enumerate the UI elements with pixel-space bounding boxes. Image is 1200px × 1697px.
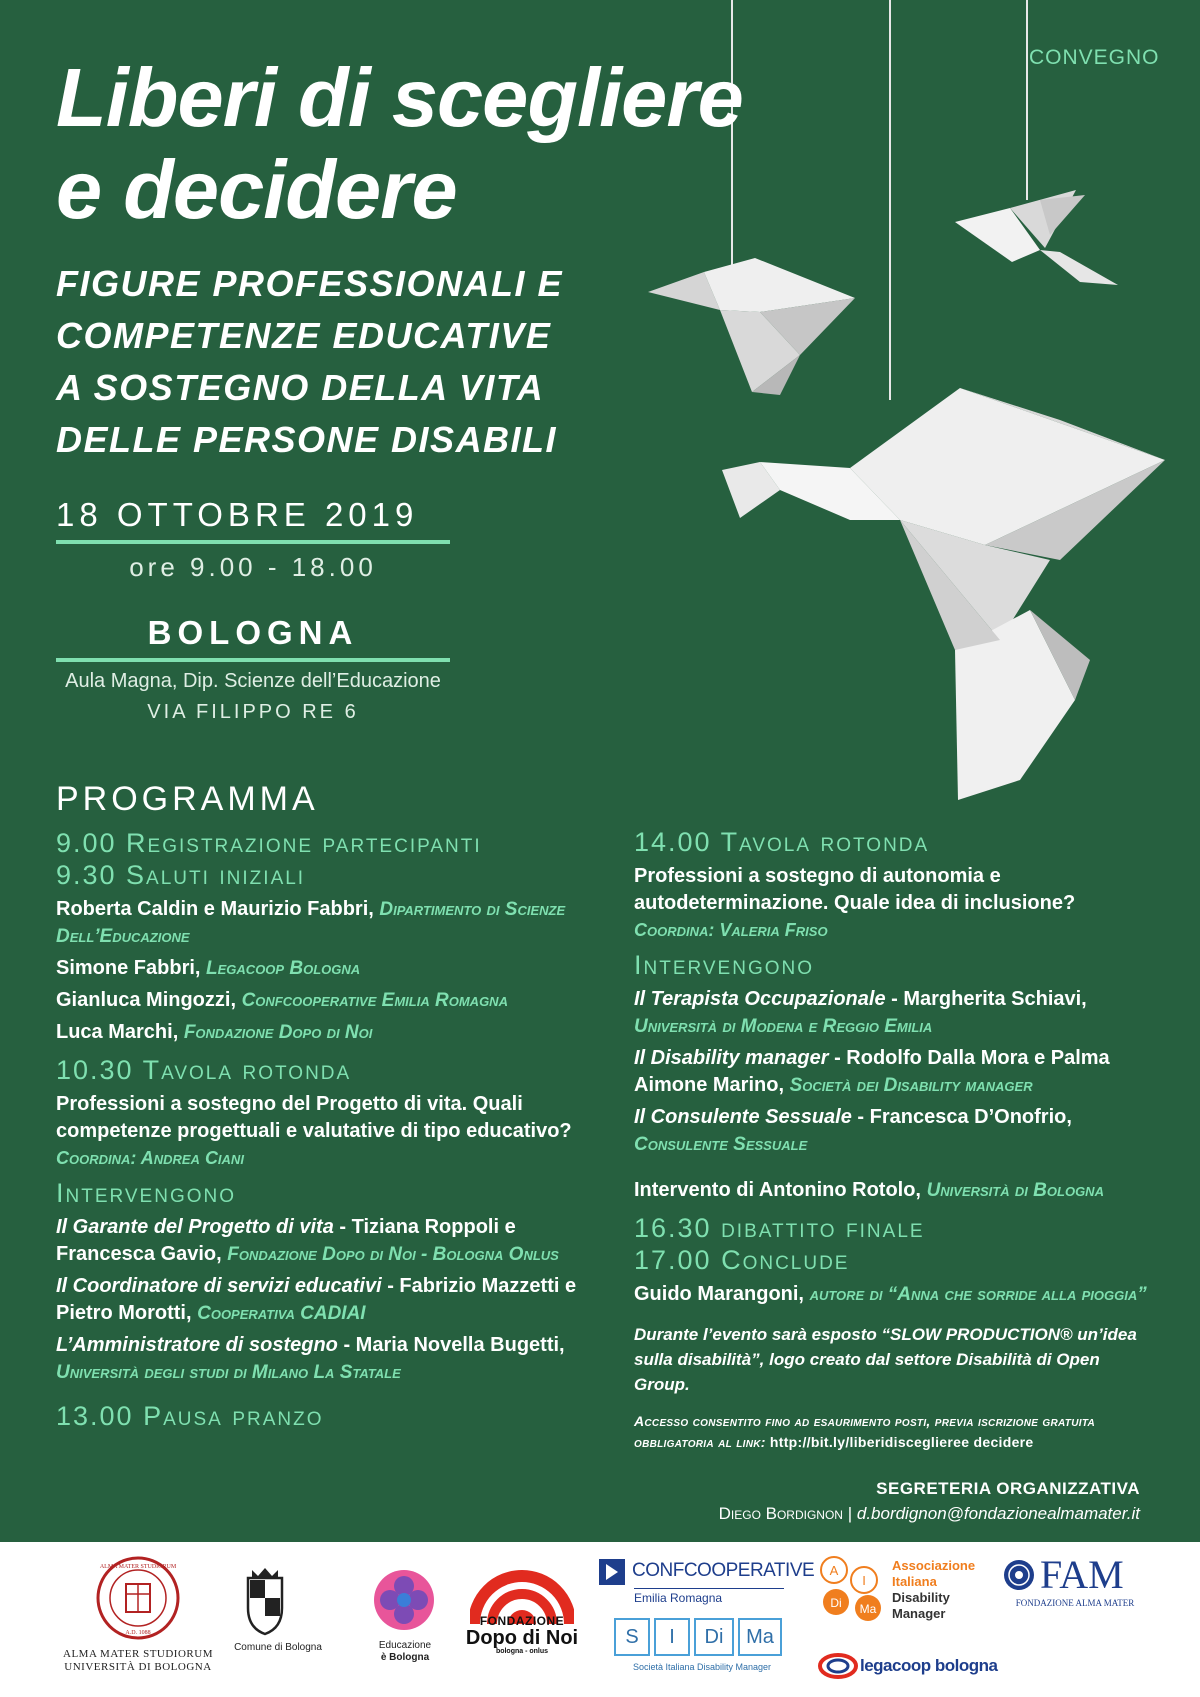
sidima-letter: Ma bbox=[738, 1618, 782, 1656]
program-slot: 17.00 Conclude bbox=[634, 1245, 850, 1275]
event-venue: Aula Magna, Dip. Scienze dell’Educazione bbox=[65, 670, 441, 692]
title-line: Liberi di scegliere bbox=[56, 51, 743, 144]
speaker-role: Il Garante del Progetto di vita bbox=[56, 1216, 334, 1238]
sidima-logo bbox=[614, 1618, 794, 1688]
confcooperative-name: CONFCOOPERATIVE bbox=[632, 1560, 815, 1581]
secretariat-contact bbox=[719, 1504, 1140, 1524]
speaker-names: Gianluca Mingozzi, bbox=[56, 989, 237, 1011]
educazione-caption bbox=[360, 1640, 450, 1664]
speaker-names: Intervento di Antonino Rotolo, bbox=[634, 1179, 921, 1201]
event-title bbox=[56, 52, 816, 236]
aidima-line: Disability bbox=[892, 1590, 950, 1605]
speaker-names: - Tiziana Roppoli e Francesca Gavio, bbox=[56, 1216, 516, 1265]
fam-seal-icon bbox=[1002, 1558, 1036, 1592]
speaker-entry bbox=[634, 1104, 1154, 1158]
partner-logos bbox=[0, 1542, 1200, 1697]
speaker-entry bbox=[56, 1273, 616, 1327]
aidima-line: Associazione bbox=[892, 1558, 976, 1573]
speaker-entry bbox=[634, 1281, 1154, 1308]
aidima-text bbox=[892, 1558, 975, 1622]
unibo-seal-logo bbox=[96, 1556, 180, 1640]
legacoop-logo bbox=[818, 1652, 1018, 1682]
fam-caption: FONDAZIONE ALMA MATER bbox=[1015, 1598, 1135, 1608]
sidima-letter: Di bbox=[694, 1618, 734, 1656]
aidima-line: Italiana bbox=[892, 1574, 937, 1589]
program-slot: 14.00 Tavola rotonda bbox=[634, 827, 930, 857]
speaker-organization: Università degli studi di Milano La Statale bbox=[56, 1362, 401, 1383]
program-slot: 9.30 Saluti iniziali bbox=[56, 860, 306, 890]
speaker-organization: Università di Bologna bbox=[926, 1180, 1104, 1201]
comune-caption: Comune di Bologna bbox=[234, 1642, 322, 1653]
round-table-topic: Professioni a sostegno del Progetto di vita. Quali competenze progettuali e valutative di tipo educativo? bbox=[56, 1093, 572, 1142]
comune-bologna-crest bbox=[240, 1566, 290, 1636]
speaker-organization: Cooperativa CADIAI bbox=[197, 1303, 366, 1324]
unibo-line: UNIVERSITÀ DI BOLOGNA bbox=[64, 1661, 212, 1673]
aidima-line: Manager bbox=[892, 1606, 946, 1621]
speaker-names: Roberta Caldin e Maurizio Fabbri, bbox=[56, 898, 374, 920]
speaker-entry bbox=[56, 987, 616, 1014]
speaker-organization: Fondazione Dopo di Noi bbox=[183, 1022, 373, 1043]
registration-link[interactable]: http://bit.ly/liberidisceglieree decidere bbox=[769, 1434, 1034, 1450]
event-type-tag: CONVEGNO bbox=[1029, 46, 1160, 69]
subtitle-line: FIGURE PROFESSIONALI E bbox=[56, 263, 564, 304]
speaker-entry bbox=[56, 1214, 616, 1268]
event-date: 18 OTTOBRE 2019 bbox=[56, 496, 450, 544]
secretariat-name: Diego Bordignon bbox=[718, 1504, 843, 1523]
program-slot: 13.00 Pausa pranzo bbox=[56, 1401, 324, 1431]
speaker-entry bbox=[56, 955, 616, 982]
event-address: VIA FILIPPO RE 6 bbox=[147, 701, 359, 723]
fdn-line: Dopo di Noi bbox=[465, 1627, 579, 1649]
edu-line: è Bologna bbox=[380, 1652, 430, 1663]
origami-bird-small bbox=[955, 190, 1118, 285]
access-text: Accesso consentito fino ad esaurimento posti, previa iscrizione gratuita obbligatoria al link: bbox=[634, 1413, 1096, 1450]
speaker-names: - Francesca D’Onofrio, bbox=[851, 1106, 1072, 1128]
educazione-bologna-logo bbox=[370, 1566, 438, 1634]
confcooperative-region: Emilia Romagna bbox=[634, 1588, 784, 1605]
program-slot: 10.30 Tavola rotonda bbox=[56, 1055, 352, 1085]
speaker-entry bbox=[56, 896, 616, 950]
exhibition-note: Durante l’evento sarà esposto “SLOW PRODUCTION® un’idea sulla disabilità”, logo creato dal settore Disabilità di Open Group. bbox=[634, 1325, 1137, 1394]
sidima-letter: S bbox=[614, 1618, 650, 1656]
speaker-organization: Consulente Sessuale bbox=[634, 1134, 808, 1155]
speaker-entry bbox=[634, 1045, 1154, 1099]
speaker-organization: Fondazione Dopo di Noi - Bologna Onlus bbox=[227, 1244, 559, 1265]
program-slot: 16.30 dibattito finale bbox=[634, 1213, 925, 1243]
speaker-organization: Legacoop Bologna bbox=[206, 958, 361, 979]
speaker-names: Luca Marchi, bbox=[56, 1021, 179, 1043]
aidima-icon bbox=[820, 1556, 888, 1622]
speaker-organization: Università di Modena e Reggio Emilia bbox=[634, 1016, 933, 1037]
access-info bbox=[634, 1411, 1154, 1453]
speaker-organization: Società dei Disability manager bbox=[789, 1075, 1033, 1096]
fondazione-caption bbox=[462, 1614, 582, 1655]
event-subtitle bbox=[56, 258, 616, 466]
speaker-names: - Margherita Schiavi, bbox=[885, 988, 1087, 1010]
subtitle-line: COMPETENZE EDUCATIVE bbox=[56, 315, 552, 356]
confcooperative-icon bbox=[598, 1558, 626, 1586]
speaker-role: L’Amministratore di sostegno bbox=[56, 1334, 338, 1356]
aidima-letter: Ma bbox=[859, 1602, 877, 1616]
legacoop-icon bbox=[818, 1652, 858, 1680]
speaker-role: Il Consulente Sessuale bbox=[634, 1106, 852, 1128]
seal-top-text: ALMA MATER STUDIORUM bbox=[99, 1564, 177, 1570]
sidima-letter: I bbox=[654, 1618, 690, 1656]
speaker-role: Il Terapista Occupazionale bbox=[634, 988, 886, 1010]
legacoop-name: legacoop bologna bbox=[860, 1656, 998, 1675]
speaker-names: - Rodolfo Dalla Mora e Palma Aimone Marino, bbox=[634, 1047, 1110, 1096]
program-slot: Intervengono bbox=[634, 950, 815, 980]
speaker-role: Il Disability manager bbox=[634, 1047, 829, 1069]
speaker-organization: autore di “Anna che sorride alla pioggia” bbox=[809, 1284, 1147, 1305]
program-right-column bbox=[634, 826, 1154, 1453]
seal-date-text: A.D. 1088 bbox=[125, 1630, 151, 1636]
aidima-logo bbox=[820, 1556, 1000, 1626]
event-hours: ore 9.00 - 18.00 bbox=[129, 552, 377, 582]
program-slot: Intervengono bbox=[56, 1178, 237, 1208]
speaker-entry bbox=[634, 986, 1154, 1040]
speaker-names: - Fabrizio Mazzetti e Pietro Morotti, bbox=[56, 1275, 577, 1324]
speaker-entry bbox=[56, 1332, 616, 1386]
program-heading: PROGRAMMA bbox=[56, 780, 319, 818]
program-left-column bbox=[56, 780, 616, 1432]
fam-logo bbox=[1000, 1554, 1150, 1614]
fdn-line: bologna - onlus bbox=[495, 1648, 549, 1655]
speaker-entry bbox=[56, 1019, 616, 1046]
program-slot: 9.00 Registrazione partecipanti bbox=[56, 828, 482, 858]
secretariat-heading: SEGRETERIA ORGANIZZATIVA bbox=[876, 1479, 1140, 1498]
origami-bird-medium bbox=[648, 258, 855, 395]
subtitle-line: DELLE PERSONE DISABILI bbox=[56, 419, 558, 460]
subtitle-line: A SOSTEGNO DELLA VITA bbox=[56, 367, 545, 408]
secretariat-email[interactable]: d.bordignon@fondazionealmamater.it bbox=[856, 1504, 1140, 1523]
sidima-caption: Società Italiana Disability Manager bbox=[632, 1662, 772, 1672]
unibo-line: ALMA MATER STUDIORUM bbox=[63, 1648, 213, 1660]
edu-line: Educazione bbox=[378, 1640, 432, 1651]
speaker-names: Guido Marangoni, bbox=[634, 1283, 804, 1305]
aidima-letter: A bbox=[829, 1563, 839, 1578]
unibo-caption bbox=[50, 1648, 226, 1674]
event-city: BOLOGNA bbox=[56, 614, 450, 662]
fam-name: FAM bbox=[1040, 1552, 1124, 1597]
speaker-organization: Dipartimento di Scienze Dell’Educazione bbox=[56, 899, 566, 947]
speaker-organization: Confcooperative Emilia Romagna bbox=[241, 990, 508, 1011]
moderator: Coordina: Andrea Ciani bbox=[56, 1148, 244, 1168]
speaker-role: Il Coordinatore di servizi educativi bbox=[56, 1275, 382, 1297]
speaker-names: Simone Fabbri, bbox=[56, 957, 201, 979]
round-table-topic: Professioni a sostegno di autonomia e autodeterminazione. Quale idea di inclusione? bbox=[634, 865, 1076, 914]
aidima-letter: Di bbox=[830, 1596, 842, 1610]
moderator: Coordina: Valeria Friso bbox=[634, 920, 828, 940]
aidima-letter: I bbox=[862, 1573, 866, 1588]
speaker-names: - Maria Novella Bugetti, bbox=[337, 1334, 565, 1356]
speaker-entry bbox=[634, 1177, 1154, 1204]
title-line: e decidere bbox=[56, 143, 457, 236]
fdn-line: FONDAZIONE bbox=[479, 1614, 565, 1628]
origami-bird-large bbox=[722, 388, 1165, 800]
separator: | bbox=[842, 1504, 857, 1523]
